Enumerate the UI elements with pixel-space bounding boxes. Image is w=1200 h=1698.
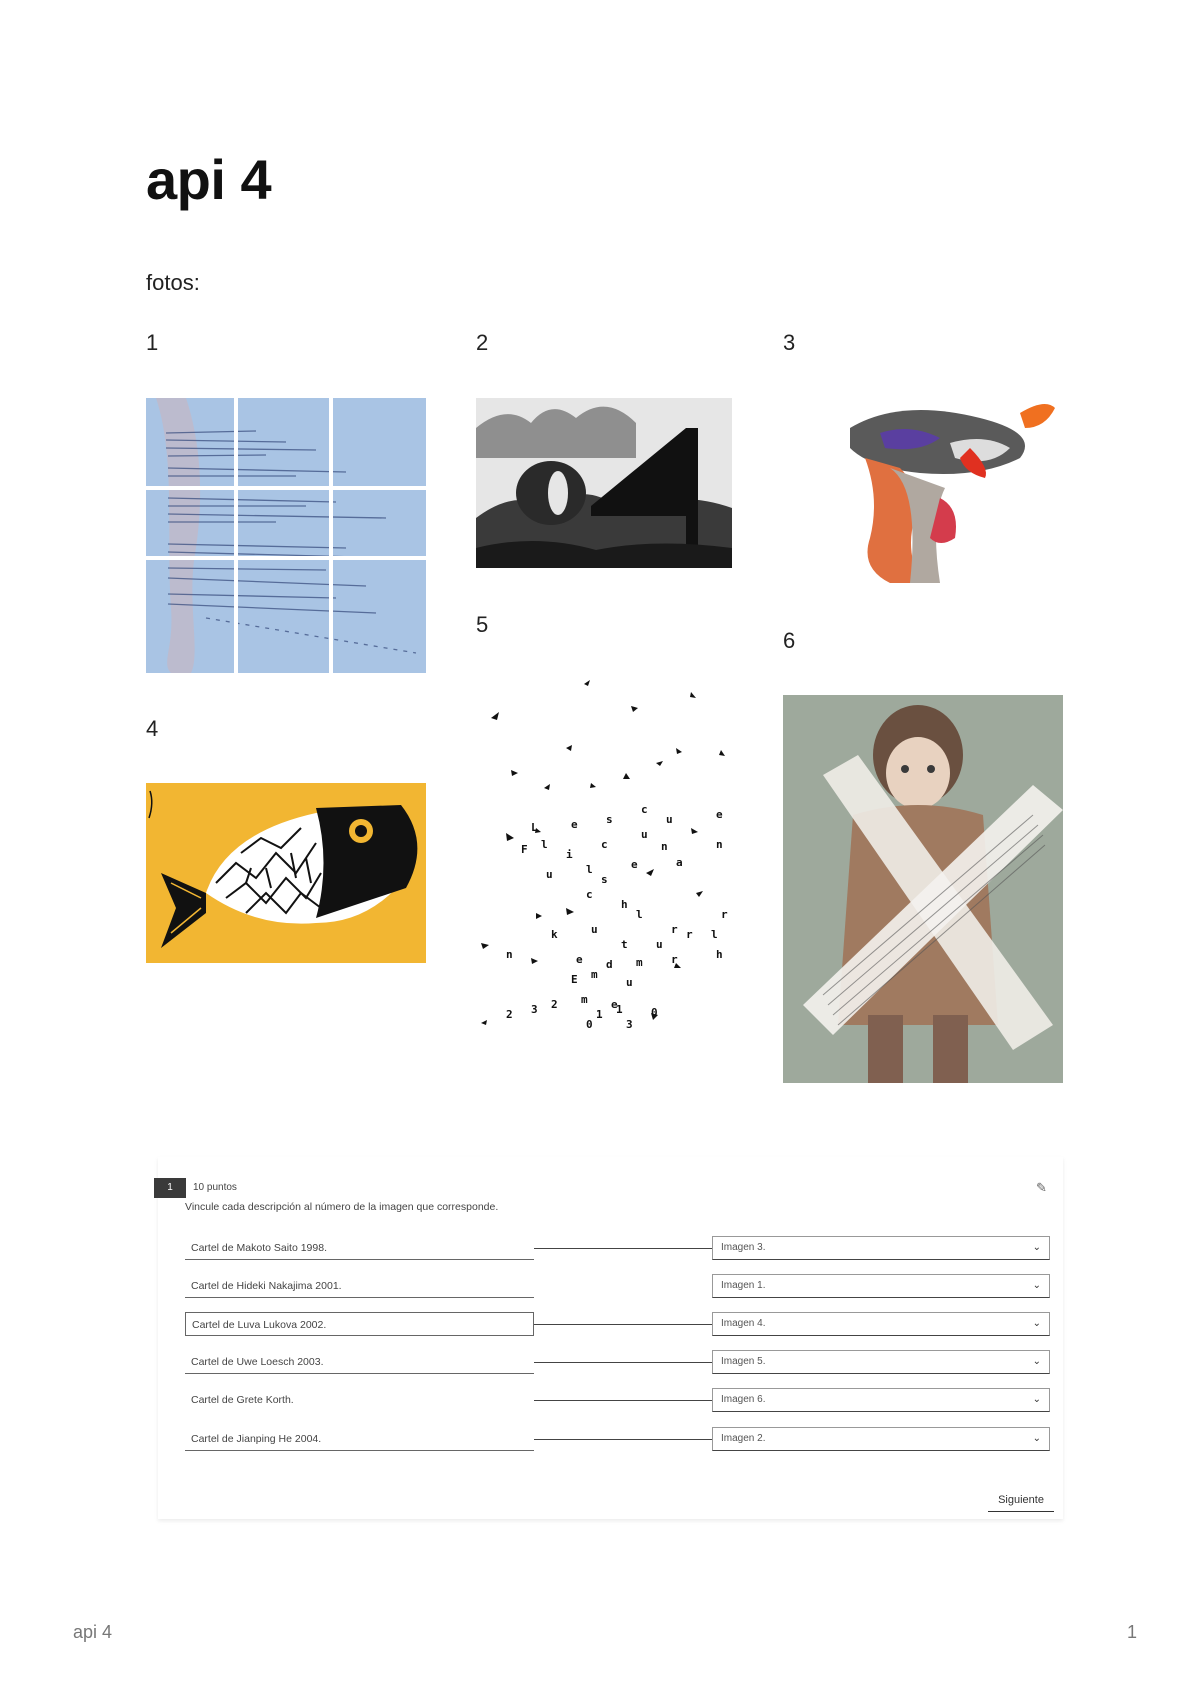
- photo-label-6: 6: [783, 628, 796, 653]
- svg-text:e: e: [716, 808, 723, 821]
- svg-text:d: d: [606, 958, 613, 971]
- photo-label-4: 4: [146, 716, 159, 741]
- svg-text:s: s: [601, 873, 608, 886]
- svg-text:m: m: [591, 968, 598, 981]
- svg-text:r: r: [686, 928, 693, 941]
- svg-text:k: k: [551, 928, 558, 941]
- page-title: api 4: [146, 148, 272, 211]
- blue-text-grid-poster-image: [146, 398, 426, 673]
- svg-text:n: n: [716, 838, 723, 851]
- svg-text:u: u: [666, 813, 673, 826]
- svg-text:r: r: [721, 908, 728, 921]
- svg-text:u: u: [546, 868, 553, 881]
- svg-text:s: s: [606, 813, 613, 826]
- doll-taped-x-poster-image: [783, 695, 1063, 1083]
- section-label: fotos:: [146, 270, 200, 295]
- photo-label-3: 3: [783, 330, 796, 355]
- match-select-1[interactable]: [712, 1236, 1050, 1260]
- collage-face-poster-image: [810, 398, 1062, 583]
- cracked-fish-poster-image: [146, 783, 426, 963]
- match-connector-5: [534, 1400, 712, 1401]
- svg-text:u: u: [591, 923, 598, 936]
- match-left-4[interactable]: Cartel de Uwe Loesch 2003.: [185, 1350, 534, 1374]
- svg-text:h: h: [621, 898, 628, 911]
- svg-text:3: 3: [531, 1003, 538, 1016]
- match-connector-6: [534, 1439, 712, 1440]
- match-select-3[interactable]: [712, 1312, 1050, 1336]
- svg-text:t: t: [621, 938, 628, 951]
- svg-text:1: 1: [616, 1003, 623, 1016]
- svg-text:3: 3: [626, 1018, 633, 1028]
- svg-text:e: e: [576, 953, 583, 966]
- svg-text:u: u: [641, 828, 648, 841]
- chevron-down-icon: ⌄: [1032, 1433, 1041, 1444]
- match-select-2[interactable]: [712, 1274, 1050, 1298]
- svg-text:l: l: [541, 838, 548, 851]
- photo-label-5: 5: [476, 612, 489, 637]
- question-number-badge: 1: [154, 1178, 186, 1198]
- svg-text:e: e: [611, 998, 618, 1011]
- match-select-1-value: Imagen 3.: [721, 1242, 766, 1253]
- match-select-4-value: Imagen 5.: [721, 1356, 766, 1367]
- svg-text:F: F: [521, 843, 528, 856]
- match-select-6-value: Imagen 2.: [721, 1433, 766, 1444]
- pin-icon[interactable]: ✎: [1036, 1180, 1047, 1195]
- match-left-1[interactable]: Cartel de Makoto Saito 1998.: [185, 1236, 534, 1260]
- svg-text:l: l: [636, 908, 643, 921]
- question-instruction: Vincule cada descripción al número de la imagen que corresponde.: [185, 1201, 499, 1213]
- svg-text:m: m: [636, 956, 643, 969]
- chevron-down-icon: ⌄: [1032, 1242, 1041, 1253]
- svg-text:c: c: [601, 838, 608, 851]
- match-select-4[interactable]: [712, 1350, 1050, 1374]
- svg-text:u: u: [626, 976, 633, 989]
- match-select-3-value: Imagen 4.: [721, 1318, 766, 1329]
- match-left-3[interactable]: Cartel de Luva Lukova 2002.: [185, 1312, 534, 1336]
- page-number: 1: [1127, 1622, 1138, 1642]
- svg-text:0: 0: [651, 1006, 658, 1019]
- chevron-down-icon: ⌄: [1032, 1280, 1041, 1291]
- birds-letters-poster-image: [476, 678, 732, 1028]
- match-left-6[interactable]: Cartel de Jianping He 2004.: [185, 1427, 534, 1451]
- foggy-mountains-04-poster-image: [476, 398, 732, 568]
- svg-text:2: 2: [506, 1008, 513, 1021]
- question-points: 10 puntos: [193, 1182, 237, 1193]
- match-connector-3: [534, 1324, 712, 1325]
- svg-text:m: m: [581, 993, 588, 1006]
- svg-text:0: 0: [586, 1018, 593, 1028]
- svg-text:e: e: [631, 858, 638, 871]
- match-left-2[interactable]: Cartel de Hideki Nakajima 2001.: [185, 1274, 534, 1298]
- svg-text:u: u: [656, 938, 663, 951]
- svg-text:a: a: [676, 856, 683, 869]
- svg-text:c: c: [586, 888, 593, 901]
- svg-text:1: 1: [596, 1008, 603, 1021]
- svg-text:h: h: [716, 948, 723, 961]
- svg-text:E: E: [571, 973, 578, 986]
- match-select-6[interactable]: [712, 1427, 1050, 1451]
- svg-text:2: 2: [551, 998, 558, 1011]
- photo-label-2: 2: [476, 330, 489, 355]
- svg-text:e: e: [571, 818, 578, 831]
- match-select-5-value: Imagen 6.: [721, 1394, 766, 1405]
- match-connector-4: [534, 1362, 712, 1363]
- svg-text:r: r: [671, 953, 678, 966]
- svg-text:r: r: [671, 923, 678, 936]
- svg-text:L: L: [531, 821, 538, 834]
- match-select-5[interactable]: [712, 1388, 1050, 1412]
- footer-title: api 4: [73, 1622, 113, 1642]
- chevron-down-icon: ⌄: [1032, 1394, 1041, 1405]
- match-connector-1: [534, 1248, 712, 1249]
- svg-text:n: n: [506, 948, 513, 961]
- match-left-5[interactable]: Cartel de Grete Korth.: [191, 1394, 294, 1406]
- svg-text:l: l: [586, 863, 593, 876]
- svg-text:i: i: [566, 848, 573, 861]
- chevron-down-icon: ⌄: [1032, 1356, 1041, 1367]
- svg-text:c: c: [641, 803, 648, 816]
- svg-text:l: l: [711, 928, 718, 941]
- match-select-2-value: Imagen 1.: [721, 1280, 766, 1291]
- next-button[interactable]: Siguiente: [988, 1488, 1054, 1512]
- svg-text:n: n: [661, 840, 668, 853]
- chevron-down-icon: ⌄: [1032, 1318, 1041, 1329]
- photo-label-1: 1: [146, 330, 159, 355]
